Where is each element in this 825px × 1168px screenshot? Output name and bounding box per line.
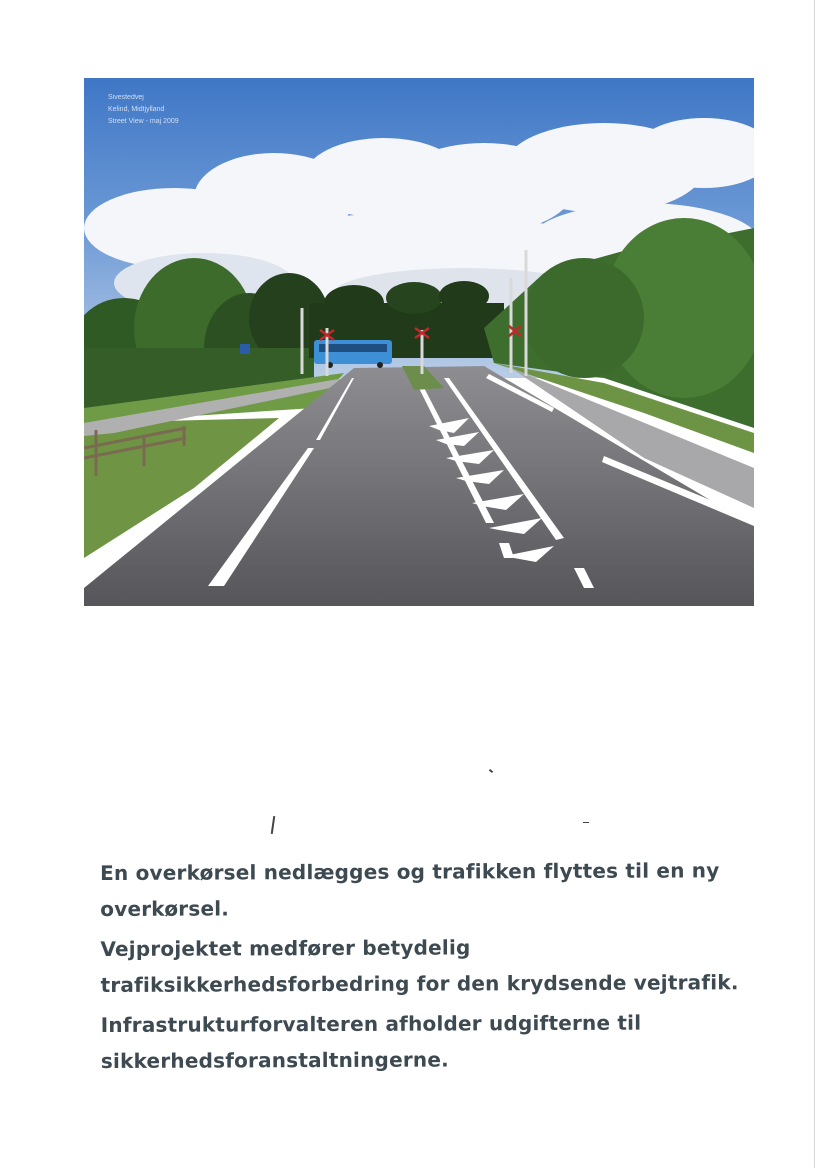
scan-speck xyxy=(271,816,275,834)
blue-road-sign xyxy=(240,344,250,354)
scan-speck xyxy=(583,822,589,823)
statement-list xyxy=(100,852,781,1083)
caption-line-1: Sivestedvej xyxy=(108,94,144,101)
street-view-photo xyxy=(84,78,754,606)
scan-speck xyxy=(489,769,493,773)
page-edge xyxy=(814,0,815,1168)
statement-3: Infrastrukturforvalteren afholder udgifterne til sikkerhedsforanstaltningerne. xyxy=(100,1010,642,1073)
photo-caption xyxy=(108,92,179,128)
road-scene xyxy=(84,78,754,606)
caption-line-2: Kelind, Midtjylland xyxy=(108,106,165,113)
statement-1: En overkørsel nedlægges og trafikken flyttes til en ny overkørsel. xyxy=(100,858,720,921)
caption-line-3: Street View - maj 2009 xyxy=(108,118,179,125)
statement-2: Vejprojektet medfører betydelig trafiksikkerhedsforbedring for den krydsende vejtrafik. xyxy=(100,935,739,997)
